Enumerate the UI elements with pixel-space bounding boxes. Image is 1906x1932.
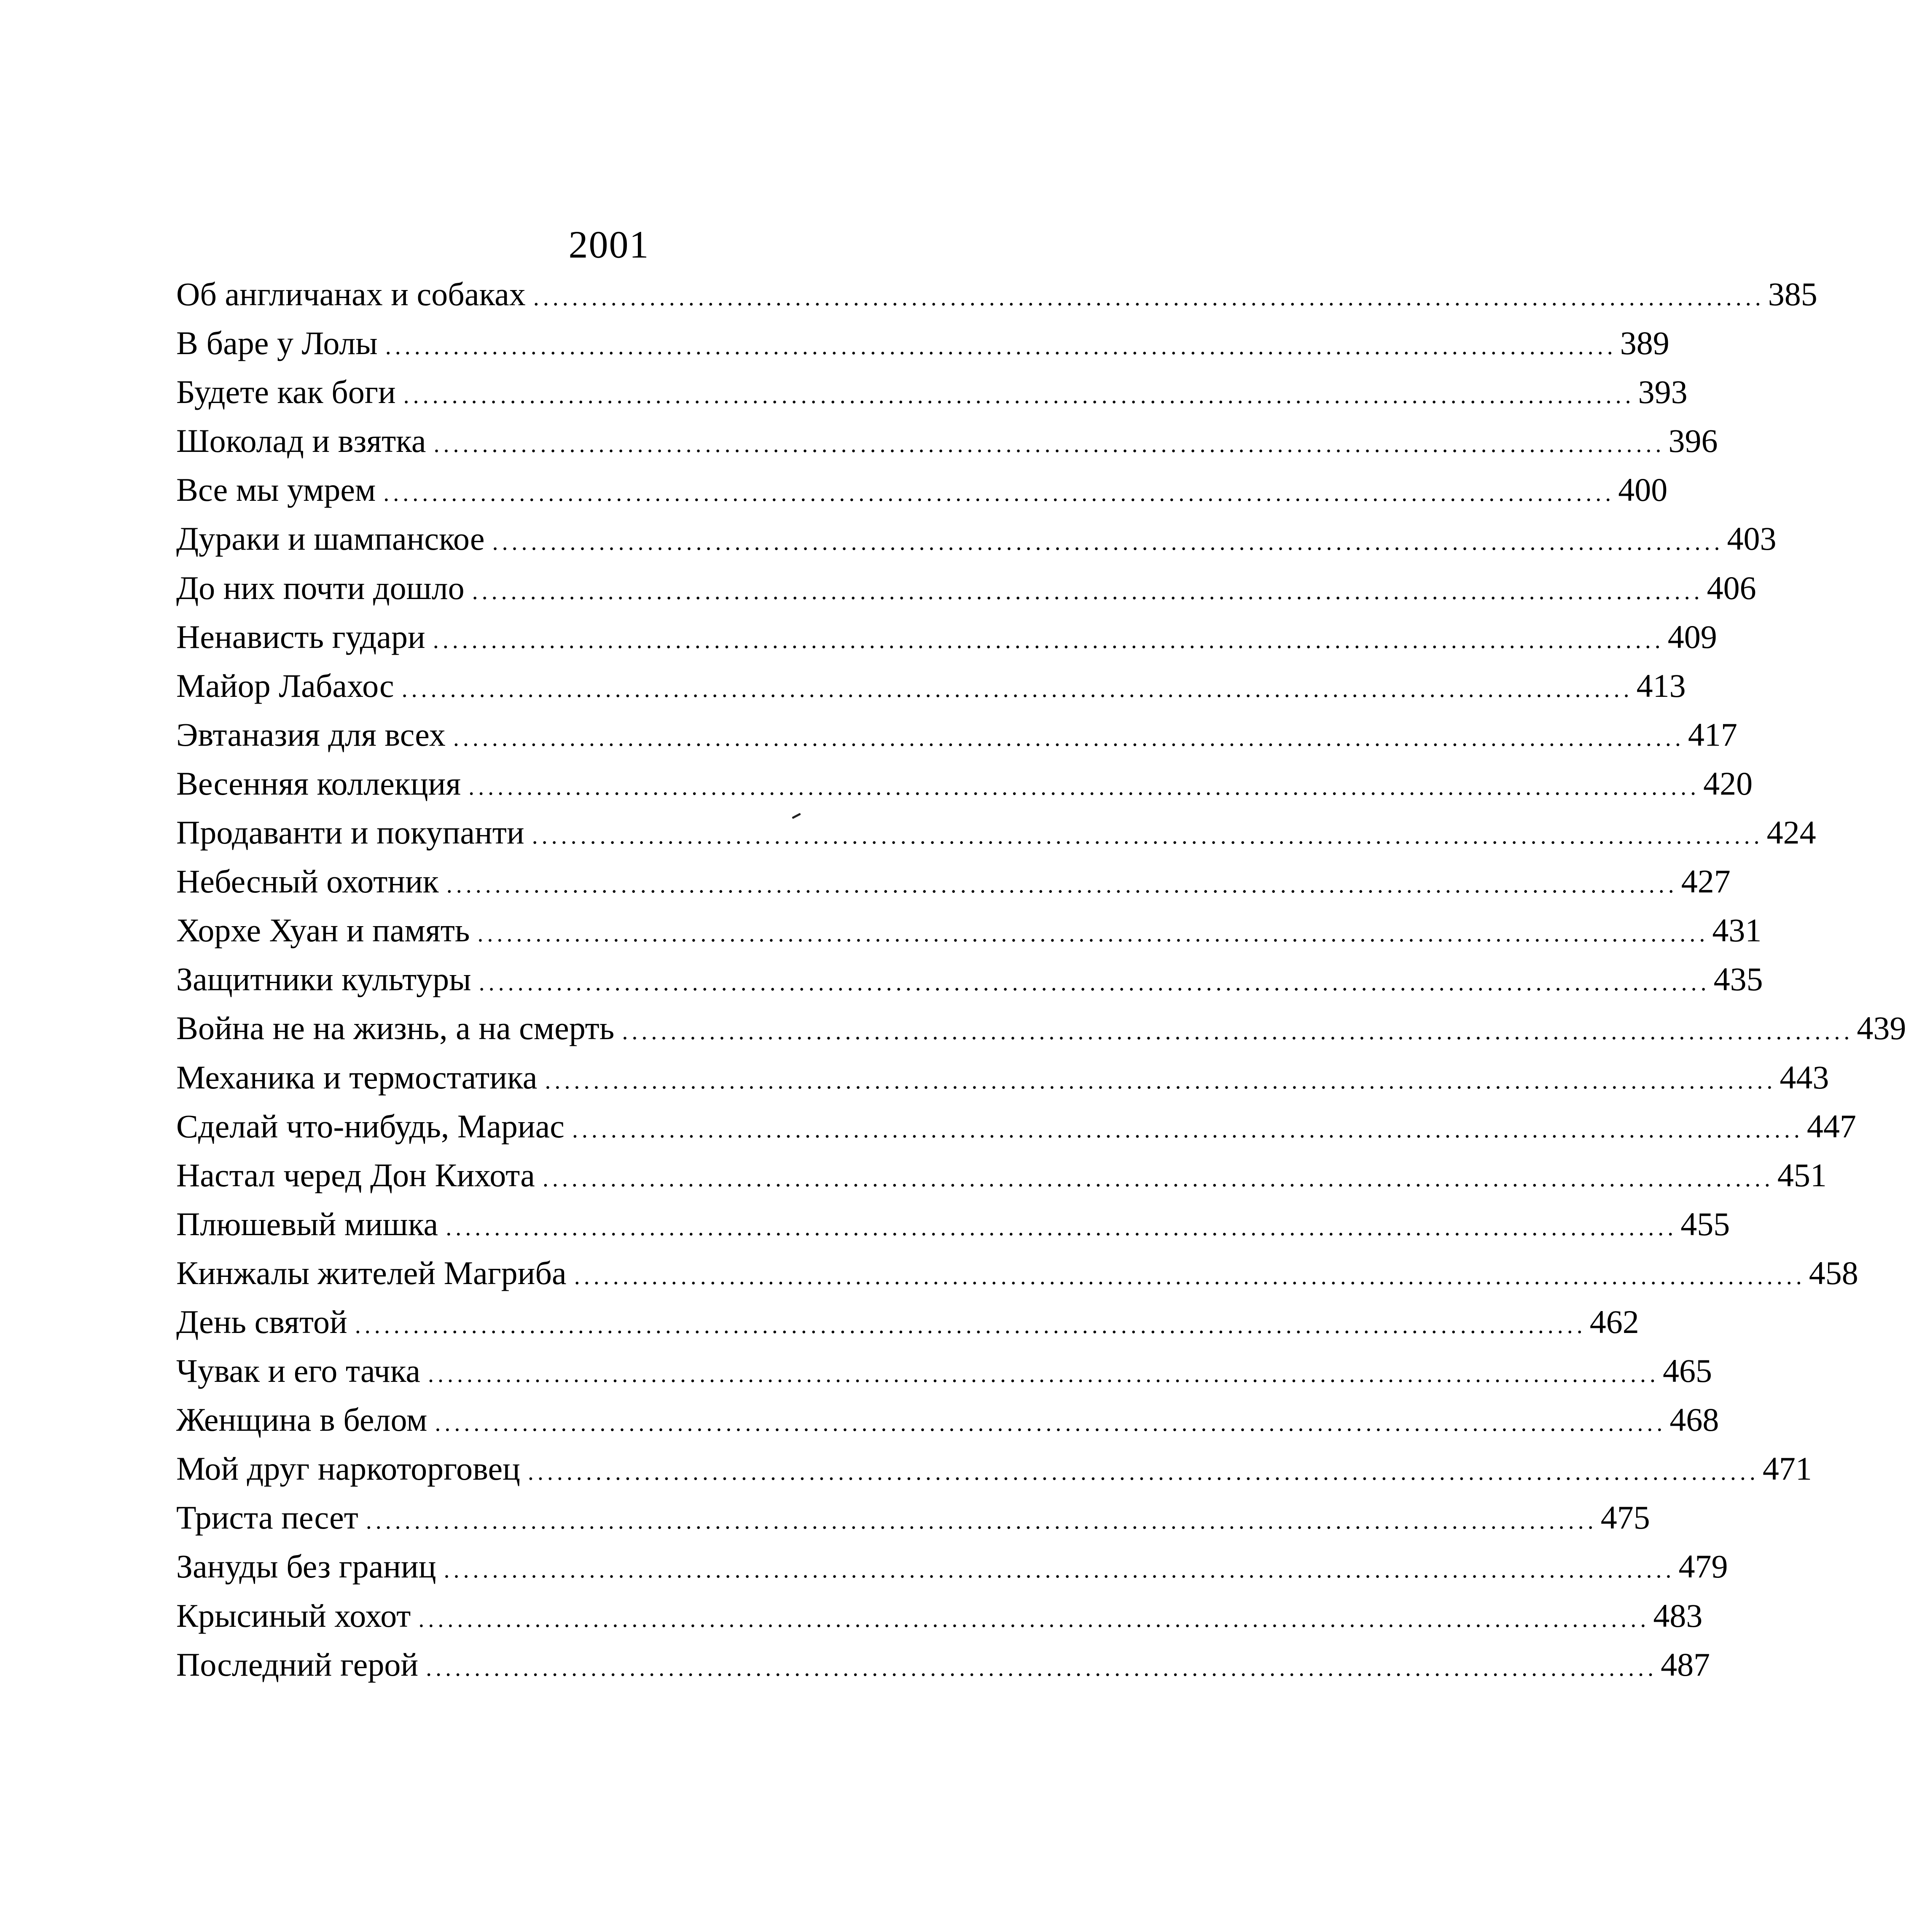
toc-entry <box>176 416 1718 465</box>
toc-entry-title: Мой друг наркоторговец <box>176 1450 520 1487</box>
toc-entry <box>176 514 1777 563</box>
toc-entry <box>176 1053 1829 1102</box>
toc-dot-leader: ............................................................................................................................... <box>545 1067 1777 1094</box>
toc-entry <box>176 270 1817 319</box>
toc-dot-leader: ............................................................................................................................... <box>574 1263 1806 1290</box>
toc-entry-title: Механика и термостатика <box>176 1059 538 1096</box>
toc-entry-title: Крысиный хохот <box>176 1597 411 1634</box>
toc-entry <box>176 1249 1858 1298</box>
toc-entry-page-number: 400 <box>1618 471 1668 508</box>
toc-dot-leader: ............................................................................................................................... <box>435 1410 1667 1437</box>
toc-entry <box>176 1298 1639 1346</box>
toc-dot-leader: ............................................................................................................................... <box>472 578 1704 605</box>
toc-dot-leader: ............................................................................................................................... <box>446 1214 1677 1241</box>
toc-entry-page-number: 406 <box>1707 569 1756 606</box>
toc-entry-page-number: 465 <box>1663 1352 1712 1389</box>
toc-entry-title: Зануды без границ <box>176 1548 436 1585</box>
toc-entry-title: Хорхе Хуан и память <box>176 912 470 949</box>
toc-entry-title: Плюшевый мишка <box>176 1205 438 1242</box>
toc-entry <box>176 1346 1712 1395</box>
toc-dot-leader: ............................................................................................................................... <box>418 1606 1650 1632</box>
toc-entry-title: Шоколад и взятка <box>176 422 426 459</box>
toc-entry <box>176 759 1753 808</box>
toc-dot-leader: ............................................................................................................................... <box>444 1557 1675 1583</box>
toc-dot-leader: ............................................................................................................................... <box>542 1165 1774 1192</box>
toc-dot-leader: ............................................................................................................................... <box>383 480 1615 507</box>
toc-entry-page-number: 462 <box>1589 1303 1639 1340</box>
toc-dot-leader: ............................................................................................................................... <box>366 1508 1597 1534</box>
toc-entry <box>176 319 1669 368</box>
toc-entry-title: Будете как боги <box>176 374 396 411</box>
toc-entry-page-number: 439 <box>1857 1010 1906 1047</box>
toc-entry <box>176 368 1688 416</box>
table-of-contents <box>176 270 1906 1689</box>
toc-dot-leader: ............................................................................................................................... <box>622 1018 1854 1045</box>
toc-entry <box>176 710 1737 759</box>
toc-entry-page-number: 413 <box>1636 667 1686 704</box>
toc-dot-leader: ............................................................................................................................... <box>433 431 1665 458</box>
toc-dot-leader: ............................................................................................................................... <box>446 872 1678 898</box>
toc-dot-leader: ............................................................................................................................... <box>433 627 1664 653</box>
toc-dot-leader: ............................................................................................................................... <box>532 823 1764 849</box>
toc-entry-title: Кинжалы жителей Магриба <box>176 1254 567 1291</box>
toc-entry-page-number: 417 <box>1688 716 1737 753</box>
toc-entry <box>176 955 1763 1004</box>
toc-entry-title: Небесный охотник <box>176 863 439 900</box>
toc-entry <box>176 465 1668 514</box>
toc-dot-leader: ............................................................................................................................... <box>385 333 1617 360</box>
toc-entry-title: День святой <box>176 1303 347 1340</box>
toc-entry-page-number: 455 <box>1680 1205 1730 1242</box>
toc-entry-title: Триста песет <box>176 1499 358 1536</box>
toc-entry <box>176 1640 1710 1689</box>
toc-dot-leader: ............................................................................................................................... <box>492 529 1724 556</box>
toc-entry-title: Продаванти и покупанти <box>176 814 524 851</box>
toc-entry-title: Настал черед Дон Кихота <box>176 1156 535 1193</box>
toc-entry <box>176 661 1686 710</box>
toc-entry-page-number: 471 <box>1762 1450 1812 1487</box>
toc-entry-page-number: 435 <box>1713 961 1763 998</box>
toc-entry-page-number: 427 <box>1681 863 1731 900</box>
toc-entry-title: Весенняя коллекция <box>176 765 461 802</box>
toc-dot-leader: ............................................................................................................................... <box>355 1312 1586 1338</box>
toc-dot-leader: ............................................................................................................................... <box>477 921 1709 947</box>
section-heading-year: 2001 <box>568 223 650 266</box>
toc-dot-leader: ............................................................................................................................... <box>533 285 1765 311</box>
toc-entry <box>176 857 1731 906</box>
toc-entry-title: Майор Лабахос <box>176 667 394 704</box>
toc-entry-title: Женщина в белом <box>176 1401 427 1438</box>
toc-dot-leader: ............................................................................................................................... <box>479 970 1710 996</box>
toc-entry <box>176 613 1717 661</box>
toc-entry-page-number: 396 <box>1668 422 1718 459</box>
toc-entry-title: Дураки и шампанское <box>176 520 485 557</box>
toc-entry-title: Чувак и его тачка <box>176 1352 421 1389</box>
toc-entry-page-number: 403 <box>1727 520 1777 557</box>
toc-dot-leader: ............................................................................................................................... <box>426 1655 1658 1681</box>
toc-dot-leader: ............................................................................................................................... <box>401 676 1633 702</box>
toc-dot-leader: ............................................................................................................................... <box>403 382 1635 409</box>
toc-entry-page-number: 468 <box>1669 1401 1719 1438</box>
toc-entry <box>176 1004 1906 1053</box>
toc-entry <box>176 564 1756 613</box>
toc-entry-title: Об англичанах и собаках <box>176 276 526 312</box>
toc-entry-title: Война не на жизнь, а на смерть <box>176 1010 615 1047</box>
toc-entry <box>176 808 1816 857</box>
toc-dot-leader: ............................................................................................................................... <box>572 1116 1804 1143</box>
toc-entry-page-number: 431 <box>1712 912 1762 949</box>
toc-entry <box>176 1102 1856 1151</box>
toc-entry <box>176 1542 1728 1591</box>
toc-entry-page-number: 424 <box>1766 814 1816 851</box>
toc-entry-page-number: 447 <box>1807 1107 1856 1145</box>
toc-entry-page-number: 451 <box>1777 1156 1827 1193</box>
toc-entry-title: Эвтаназия для всех <box>176 716 446 753</box>
toc-dot-leader: ............................................................................................................................... <box>527 1459 1759 1486</box>
toc-entry <box>176 1444 1812 1493</box>
toc-entry-page-number: 487 <box>1661 1646 1710 1683</box>
toc-entry-page-number: 479 <box>1678 1548 1728 1585</box>
toc-entry <box>176 1200 1730 1249</box>
toc-entry-page-number: 409 <box>1667 618 1717 655</box>
toc-entry-page-number: 385 <box>1768 276 1817 312</box>
toc-entry-page-number: 483 <box>1653 1597 1703 1634</box>
toc-entry-page-number: 458 <box>1809 1254 1858 1291</box>
toc-entry-title: Все мы умрем <box>176 471 376 508</box>
toc-entry <box>176 1395 1719 1444</box>
toc-entry <box>176 1151 1827 1200</box>
toc-entry-page-number: 389 <box>1620 325 1669 362</box>
toc-dot-leader: ............................................................................................................................... <box>428 1361 1660 1388</box>
toc-dot-leader: ............................................................................................................................... <box>468 774 1700 800</box>
toc-entry-page-number: 393 <box>1638 374 1688 411</box>
toc-entry <box>176 1493 1650 1542</box>
toc-entry-title: Последний герой <box>176 1646 419 1683</box>
toc-entry-title: Сделай что-нибудь, Мариас <box>176 1107 565 1145</box>
toc-entry-title: Ненависть гудари <box>176 618 425 655</box>
toc-entry-page-number: 420 <box>1703 765 1753 802</box>
toc-entry-title: Защитники культуры <box>176 961 471 998</box>
toc-entry-page-number: 443 <box>1780 1059 1829 1096</box>
toc-entry <box>176 906 1762 955</box>
toc-entry <box>176 1591 1703 1640</box>
toc-entry-title: До них почти дошло <box>176 569 465 606</box>
toc-entry-title: В баре у Лолы <box>176 325 378 362</box>
toc-dot-leader: ............................................................................................................................... <box>453 725 1685 751</box>
toc-entry-page-number: 475 <box>1600 1499 1650 1536</box>
